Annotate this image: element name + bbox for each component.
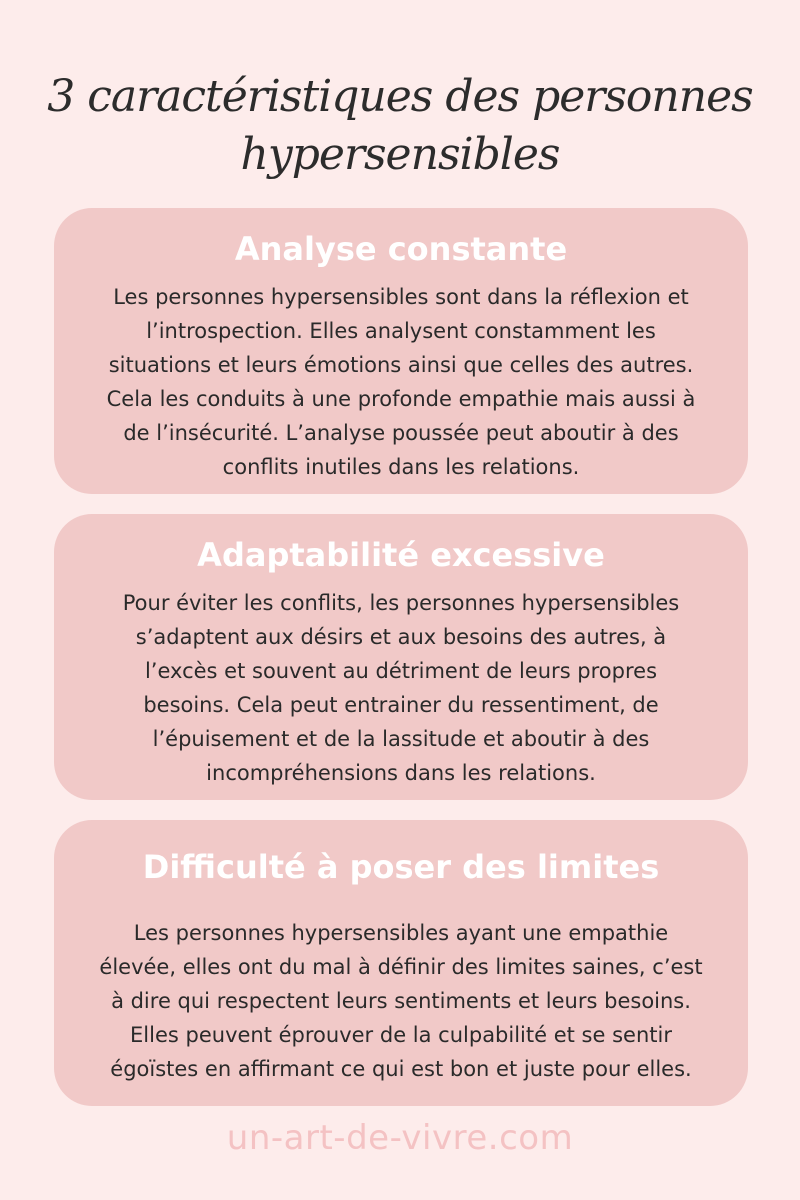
card-body-line: égoïstes en affirmant ce qui est bon et juste pour elles. [110, 1057, 692, 1081]
card-title: Analyse constante [234, 230, 568, 268]
card-analyse-constante [54, 208, 748, 494]
card-body-line: de l’insécurité. L’analyse poussée peut aboutir à des [123, 421, 679, 445]
card-body-line: élevée, elles ont du mal à définir des limites saines, c’est [99, 955, 703, 979]
card-title: Difficulté à poser des limites [142, 848, 660, 886]
card-body-line: à dire qui respectent leurs sentiments et leurs besoins. [111, 989, 691, 1013]
card-body-line: s’adaptent aux désirs et aux besoins des autres, à [135, 625, 667, 649]
card-body-line: Les personnes hypersensibles ayant une empathie [133, 921, 669, 945]
card-body-line: conflits inutiles dans les relations. [222, 455, 580, 479]
card-body-line: situations et leurs émotions ainsi que celles des autres. [108, 353, 694, 377]
card-body [74, 280, 728, 484]
page-title-line-1: 3 caractéristiques des personnes [47, 71, 753, 122]
card-body [74, 586, 728, 790]
card-body-line: Pour éviter les conflits, les personnes hypersensibles [122, 591, 680, 615]
card-body-line: Cela les conduits à une profonde empathie mais aussi à [106, 387, 696, 411]
page-title-line-2: hypersensibles [240, 129, 560, 180]
page-title [0, 68, 800, 184]
website-footer: un-art-de-vivre.com [226, 1118, 574, 1158]
card-body-line: l’introspection. Elles analysent constamment les [146, 319, 656, 343]
card-body-line: besoins. Cela peut entrainer du ressentiment, de [143, 693, 659, 717]
card-body-line: l’excès et souvent au détriment de leurs propres [144, 659, 658, 683]
card-difficulte-limites [54, 820, 748, 1106]
card-body-line: Les personnes hypersensibles sont dans la réflexion et [113, 285, 689, 309]
card-body-line: incompréhensions dans les relations. [206, 761, 596, 785]
card-body-line: Elles peuvent éprouver de la culpabilité et se sentir [130, 1023, 672, 1047]
card-body [74, 916, 728, 1086]
card-adaptabilite-excessive [54, 514, 748, 800]
card-body-line: l’épuisement et de la lassitude et aboutir à des [152, 727, 650, 751]
card-title: Adaptabilité excessive [197, 536, 605, 574]
